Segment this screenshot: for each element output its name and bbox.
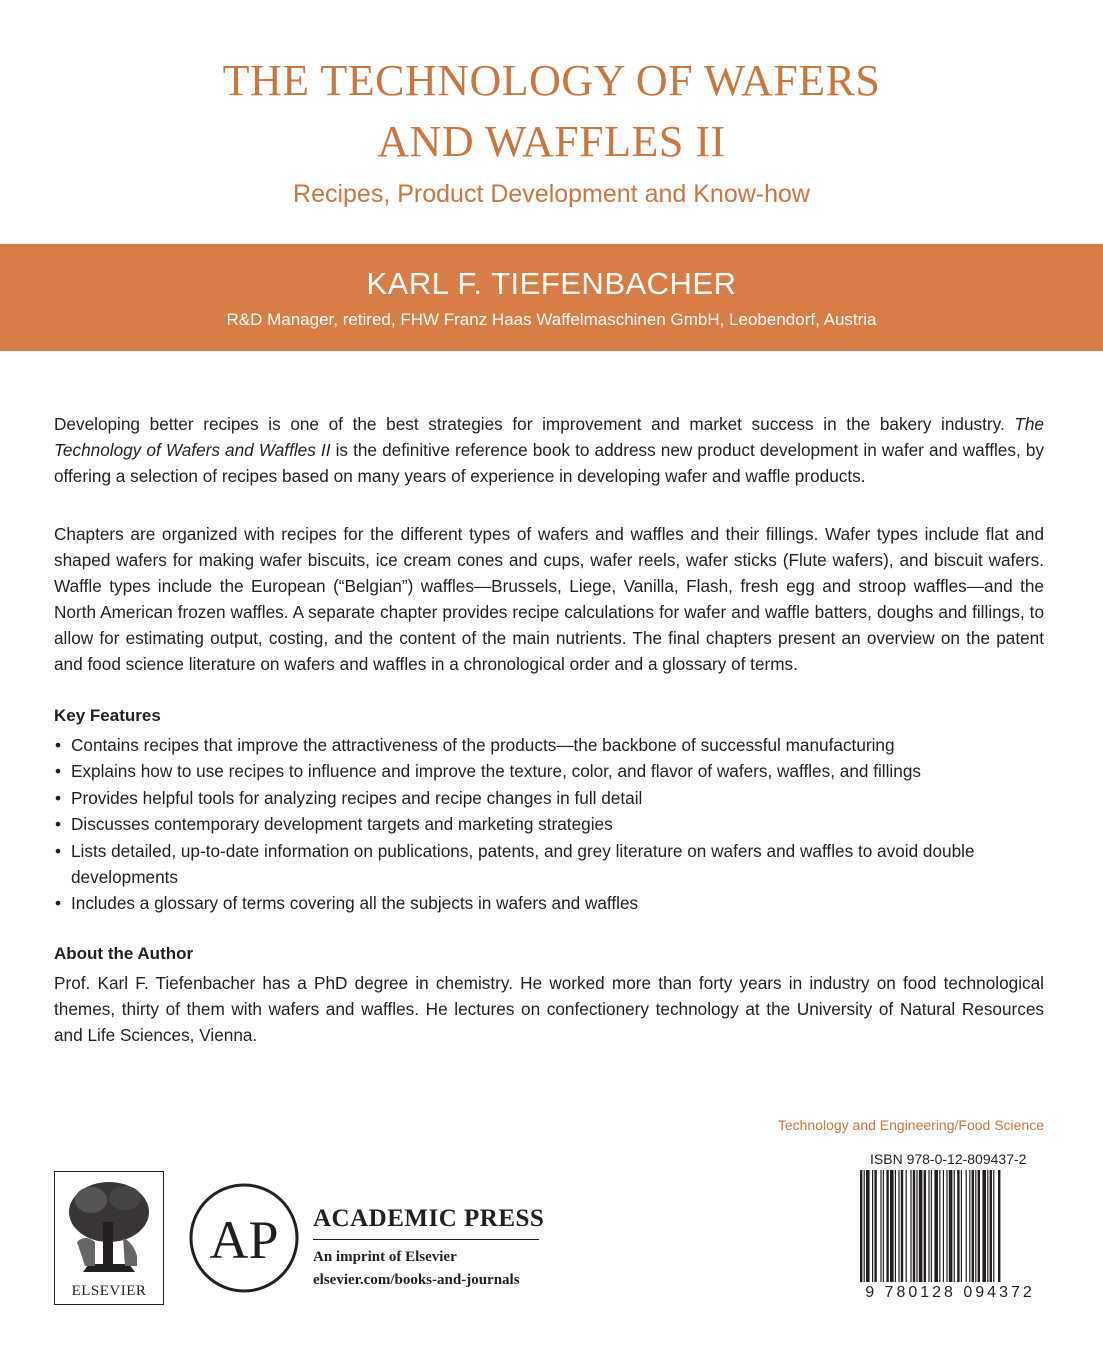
key-feature-item: • Lists detailed, up-to-date information on publications, patents, and grey literature on wafers and waffles to avoid double developments [54,838,1044,891]
barcode-bar [864,1170,865,1282]
barcode-bar [978,1170,980,1282]
barcode-bar [886,1170,888,1282]
key-feature-item: • Includes a glossary of terms covering all the subjects in wafers and waffles [54,890,1044,916]
barcode-bar [975,1170,976,1282]
barcode-bar [874,1170,876,1282]
isbn-label: ISBN 978-0-12-809437-2 [870,1151,1027,1167]
barcode-bar [872,1170,873,1282]
book-subtitle: Recipes, Product Development and Know-how [293,180,810,208]
barcode-bar [969,1170,970,1282]
barcode-number: 9 780128 094372 [865,1284,1035,1301]
author-name: KARL F. TIEFENBACHER [366,266,737,301]
barcode-bar [982,1170,986,1282]
barcode-bar [966,1170,967,1282]
book-title-line-1: THE TECHNOLOGY OF WAFERS [222,56,881,105]
isbn-barcode [858,1170,1042,1282]
barcode-bar [910,1170,911,1282]
description-p1-end: is the definitive reference book to address new product development in wafer and waffles, by offering a selection of recipes based on many years of experience in developing wafer and waffle products. [54,440,1044,486]
barcode-bar [866,1170,870,1282]
barcode-bar [924,1170,926,1282]
elsevier-logo [54,1171,164,1305]
barcode-bar [972,1170,974,1282]
author-band [0,244,1103,351]
barcode-bar [928,1170,929,1282]
key-feature-item: • Discusses contemporary development targets and marketing strategies [54,811,1044,837]
book-title [0,50,1103,172]
about-author-heading: About the Author [54,944,194,963]
barcode-bar [901,1170,903,1282]
barcode-bar [906,1170,907,1282]
barcode-bar [954,1170,955,1282]
publisher-name: ACADEMIC PRESS [313,1205,545,1232]
book-title-line-2: AND WAFFLES II [377,117,726,166]
barcode-bar [931,1170,932,1282]
description-paragraph-2: Chapters are organized with recipes for the different types of wafers and waffles and their fillings. Wafer types include flat and shaped wafers for making wafer biscuits, ice cream cones and cups, wafer reels, wafer sticks (Flute wafers), and biscuit wafers. Waffle types include the European (“Belgian”) waffles—Brussels, Liege, Vanilla, Flash, fresh egg and stroop waffles—and the North American frozen waffles. A separate chapter provides recipe calculations for wafer and waffle batters, doughs and fillings, to allow for estimating output, costing, and the content of the main nutrients. The final chapters present an overview on the patent and food science literature on wafers and waffles in a chronological order and a glossary of terms. [54,524,1044,674]
academic-press-logo-icon [188,1182,300,1294]
barcode-bar [919,1170,923,1282]
barcode-bar [998,1170,1000,1282]
barcode-bar [987,1170,988,1282]
description-p1-start: Developing better recipes is one of the best strategies for improvement and market success in the bakery industry. [54,414,1015,434]
barcode-bar [939,1170,940,1282]
description-p1-book-title: The Technology of Wafers and Waffles II [54,414,1044,460]
barcode-bar [880,1170,881,1282]
barcode-bar [990,1170,992,1282]
author-affiliation: R&D Manager, retired, FHW Franz Haas Waffelmaschinen GmbH, Leobendorf, Austria [226,310,877,329]
publisher-url: elsevier.com/books-and-journals [313,1272,520,1288]
barcode-bar [860,1170,862,1282]
key-feature-item: • Provides helpful tools for analyzing recipes and recipe changes in full detail [54,785,1044,811]
elsevier-wordmark: ELSEVIER [71,1283,147,1299]
subject-category: Technology and Engineering/Food Science [777,1117,1044,1133]
barcode-bar [916,1170,917,1282]
academic-press-monogram: AP [209,1210,279,1270]
publisher-divider [313,1239,539,1240]
barcode-bar [957,1170,959,1282]
barcode-bar [890,1170,894,1282]
elsevier-tree-icon [63,1178,155,1280]
barcode-bar [949,1170,953,1282]
barcode-bar [993,1170,994,1282]
key-feature-item: • Contains recipes that improve the attractiveness of the products—the backbone of successful manufacturing [54,732,1044,758]
barcode-bar [883,1170,884,1282]
barcode-bar [895,1170,896,1282]
barcode-bar [946,1170,947,1282]
about-author-text: Prof. Karl F. Tiefenbacher has a PhD degree in chemistry. He worked more than forty years in industry on food technological themes, thirty of them with wafers and waffles. He lectures on confectionery technology at the University of Natural Resources and Life Sciences, Vienna. [54,973,1044,1045]
key-feature-item: • Explains how to use recipes to influence and improve the texture, color, and flavor of wafers, waffles, and fillings [54,758,1044,784]
key-features-list [54,732,1044,917]
barcode-bar [898,1170,899,1282]
description-paragraph-1 [54,411,1044,489]
barcode-bar [943,1170,944,1282]
publisher-imprint: An imprint of Elsevier [313,1249,457,1265]
barcode-bar [961,1170,962,1282]
key-features-heading: Key Features [54,706,161,725]
barcode-bar [934,1170,938,1282]
barcode-bar [913,1170,915,1282]
